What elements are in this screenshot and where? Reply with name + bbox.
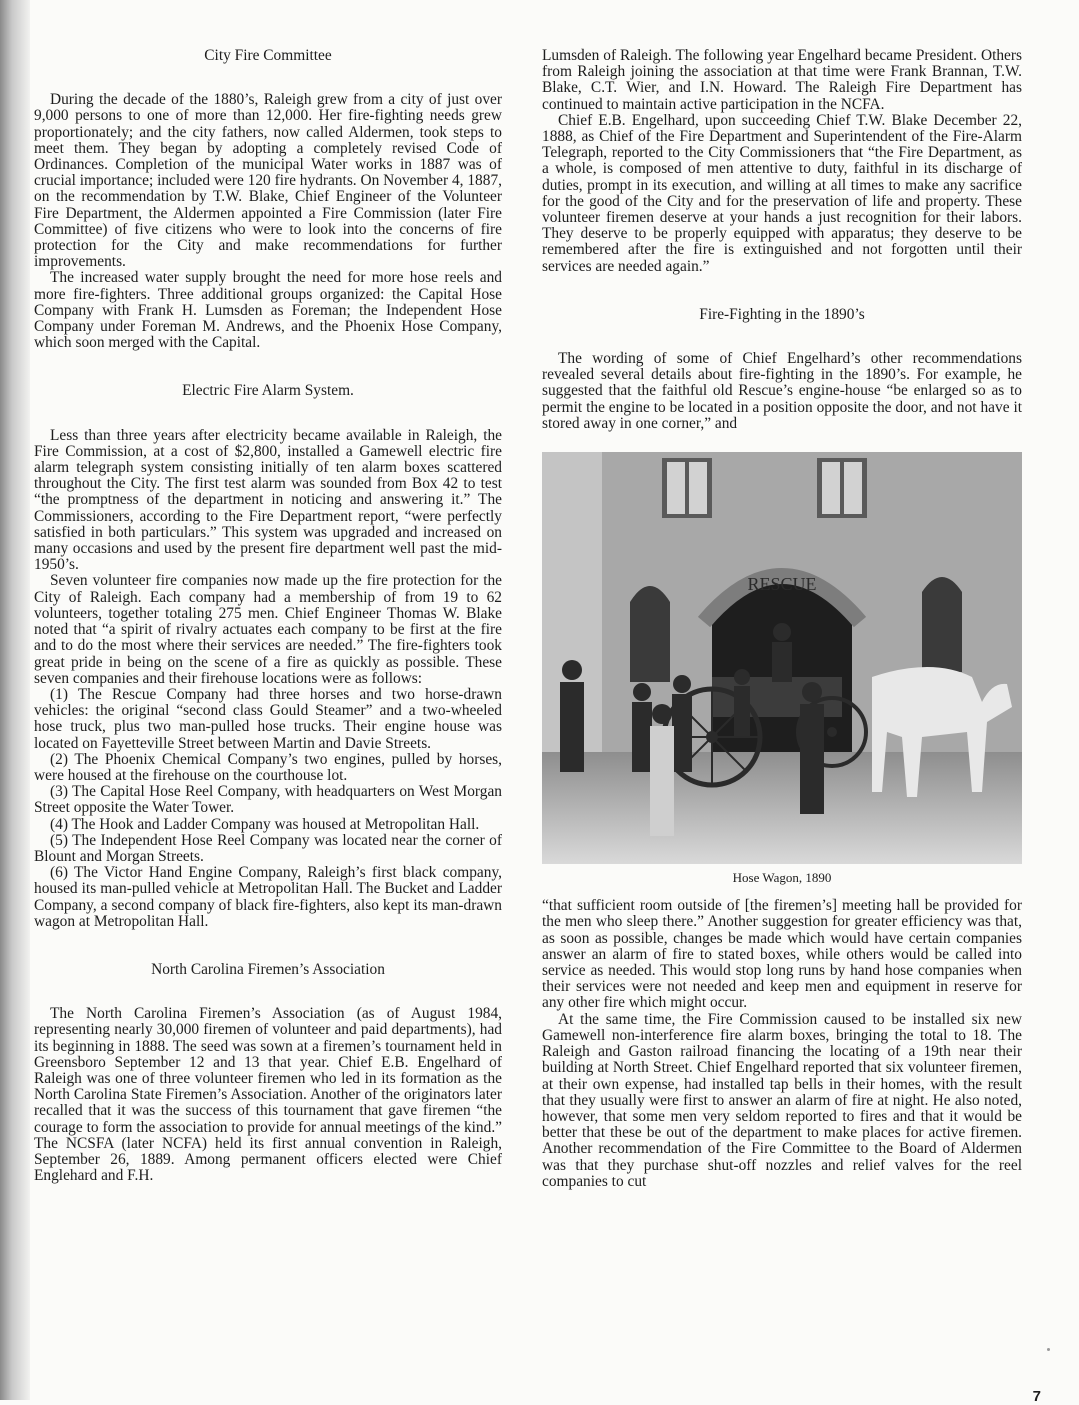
- list-item: (4) The Hook and Ladder Company was housed at Metropolitan Hall.: [50, 815, 480, 833]
- list-item: (3) The Capital Hose Reel Company, with headquarters on West Morgan Street opposite the Water Tower.: [34, 783, 502, 817]
- right-column: [542, 48, 1022, 1190]
- page-number: 7: [1032, 1388, 1041, 1405]
- paragraph: Chief E.B. Engelhard, upon succeeding Chief T.W. Blake December 22, 1888, as Chief of the Fire Department and Superintendent of the Fire-Alarm Telegraph, reported to the City Commissioners that “the Fire Department, as a whole, is composed of men attentive to duty, faithful in its discharge of duties, prompt in its execution, and willing at all times to make any sacrifice for the good of the City and for the preservation of life and property. These volunteer firemen deserve at your hands a just recognition for their labors. They deserve to be properly equipped with apparatus; they deserve to be remembered after the fire is extinguished and not forgotten until their services are needed again.”: [542, 111, 1022, 275]
- hose-wagon-photo: [542, 452, 1022, 864]
- list-item: (1) The Rescue Company had three horses and two horse-drawn vehicles: the original “second class Gould Steamer” and a two-wheeled hose truck, plus two man-pulled hose trucks. Their engine house was located on Fayetteville Street between Martin and Davie Streets.: [34, 685, 502, 752]
- paragraph: Lumsden of Raleigh. The following year Engelhard became President. Others from Raleigh joining the association at that time were Frank Brannan, T.W. Blake, C.T. Wier, and I.N. Howard. The Raleigh Fire Department has continued to maintain active participation in the NCFA.: [542, 47, 1022, 113]
- binding-shadow: [0, 0, 30, 1400]
- list-item: (5) The Independent Hose Reel Company was located near the corner of Blount and Morgan Streets.: [34, 831, 502, 865]
- left-column: [34, 48, 502, 1184]
- paragraph: The increased water supply brought the need for more hose reels and more fire-fighters. Three additional groups organized: the Capital Hose Company with Frank H. Lumsden as Foreman; the Independent Hose Company under Foreman M. Andrews, and the Phoenix Hose Company, which soon merged with the Capital.: [34, 269, 502, 352]
- scan-speck: [1047, 1348, 1050, 1351]
- paragraph: The wording of some of Chief Engelhard’s other recommendations revealed several details about fire-fighting in the 1890’s. For example, he suggested that the faithful old Rescue’s engine-house “be enlarged so as to permit the engine to be located in a position opposite the door, and not have it stored away in one corner,” and: [542, 350, 1022, 432]
- paragraph: During the decade of the 1880’s, Raleigh grew from a city of just over 9,000 persons to one of more than 12,000. Her fire-fighting needs grew proportionately; and the city fathers, now called Aldermen, took steps to meet them. They began by adopting a completely revised Code of Ordinances. Completion of the municipal Water works in 1887 was of crucial importance; included were 120 fire hydrants. On November 4, 1887, on the recommendation by T.W. Blake, Chief Engineer of the Volunteer Fire Department, the Aldermen appointed a Fire Commission (later Fire Committee) of five citizens who were to look into the concerns of fire protection for the City and make recommendations for further improvements.: [34, 91, 502, 271]
- section-heading-fire-fighting-1890s: Fire-Fighting in the 1890’s: [699, 305, 865, 323]
- paragraph: Seven volunteer fire companies now made up the fire protection for the City of Raleigh. Each company had a membership of from 19 to 62 volunteers, together totaling 275 men. Chief Engineer Thomas W. Blake noted that “a spirit of rivalry actuates each company to be first at the fire and to do the most where their services are needed.” The fire-fighters took great pride in being on the scene of a fire as quickly as possible. These seven companies and their firehouse locations were as follows:: [34, 572, 502, 687]
- paragraph: Less than three years after electricity became available in Raleigh, the Fire Commission, at a cost of $2,800, installed a Gamewell electric fire alarm telegraph system consisting initially of ten alarm boxes scattered throughout the City. The first test alarm was sounded from Box 42 to test “the promptness of the department in noticing and answering it.” The Commissioners, according to the Fire Department report, “were perfectly satisfied in both particulars.” This system was upgraded and increased on many occasions and used by the present fire department well past the mid-1950’s.: [34, 426, 502, 574]
- list-item: (6) The Victor Hand Engine Company, Raleigh’s first black company, housed its man-pulled vehicle at Metropolitan Hall. The Bucket and Ladder Company, a second company of black fire-fighters, also kept its man-drawn wagon at Metropolitan Hall.: [34, 864, 502, 930]
- section-heading-nc-firemens-association: North Carolina Firemen’s Association: [151, 960, 385, 978]
- paragraph: At the same time, the Fire Commission caused to be installed six new Gamewell non-interference fire alarm boxes, bringing the total to 18. The Raleigh and Gaston railroad financing the locating of a 19th near their building at North Street. Chief Engelhard reported that six volunteer firemen, at their own expense, had installed tap bells in their homes, with the result that they usually were first to answer an alarm of fire at night. He also noted, however, that some men very seldom reported to fires and that it would be better that these be out of the department to make places for active firemen. Another recommendation of the Fire Committee to the Board of Aldermen was that they purchase shut-off nozzles and relief valves for the reel companies to cut: [542, 1010, 1022, 1190]
- paragraph: The North Carolina Firemen’s Association (as of August 1984, representing nearly 30,000 firemen of volunteer and paid departments), had its beginning in 1888. The seed was sown at a firemen’s tournament held in Greensboro September 12 and 13 that year. Chief E.B. Engelhard of Raleigh was one of three volunteer firemen who led in its formation as the North Carolina State Firemen’s Association. Another of the originators later recalled that it was the success of this tournament that gave firemen “the courage to form the association to provide for annual meetings of the kind.” The NCSFA (later NCFA) held its first annual convention in Raleigh, September 26, 1889. Among permanent officers elected were Chief Englehard and F.H.: [34, 1005, 502, 1185]
- photo-figure: [542, 452, 1022, 886]
- paragraph: “that sufficient room outside of [the firemen’s] meeting hall be provided for the men who sleep there.” Another suggestion for greater efficiency was that, as soon as possible, changes be made which would have certain companies answer an alarm of fire to stated boxes, while others would be called into service as needed. This would stop long runs by hand hose companies when their services were not needed and keep men and equipment in reserve for any other fire which might occur.: [542, 897, 1022, 1012]
- section-heading-electric-fire-alarm: Electric Fire Alarm System.: [182, 382, 354, 400]
- photo-caption: Hose Wagon, 1890: [732, 870, 832, 886]
- rescue-sign: RESCUE: [747, 574, 817, 595]
- section-heading-city-fire-committee: City Fire Committee: [204, 47, 332, 64]
- list-item: (2) The Phoenix Chemical Company’s two engines, pulled by horses, were housed at the firehouse on the courthouse lot.: [34, 750, 502, 784]
